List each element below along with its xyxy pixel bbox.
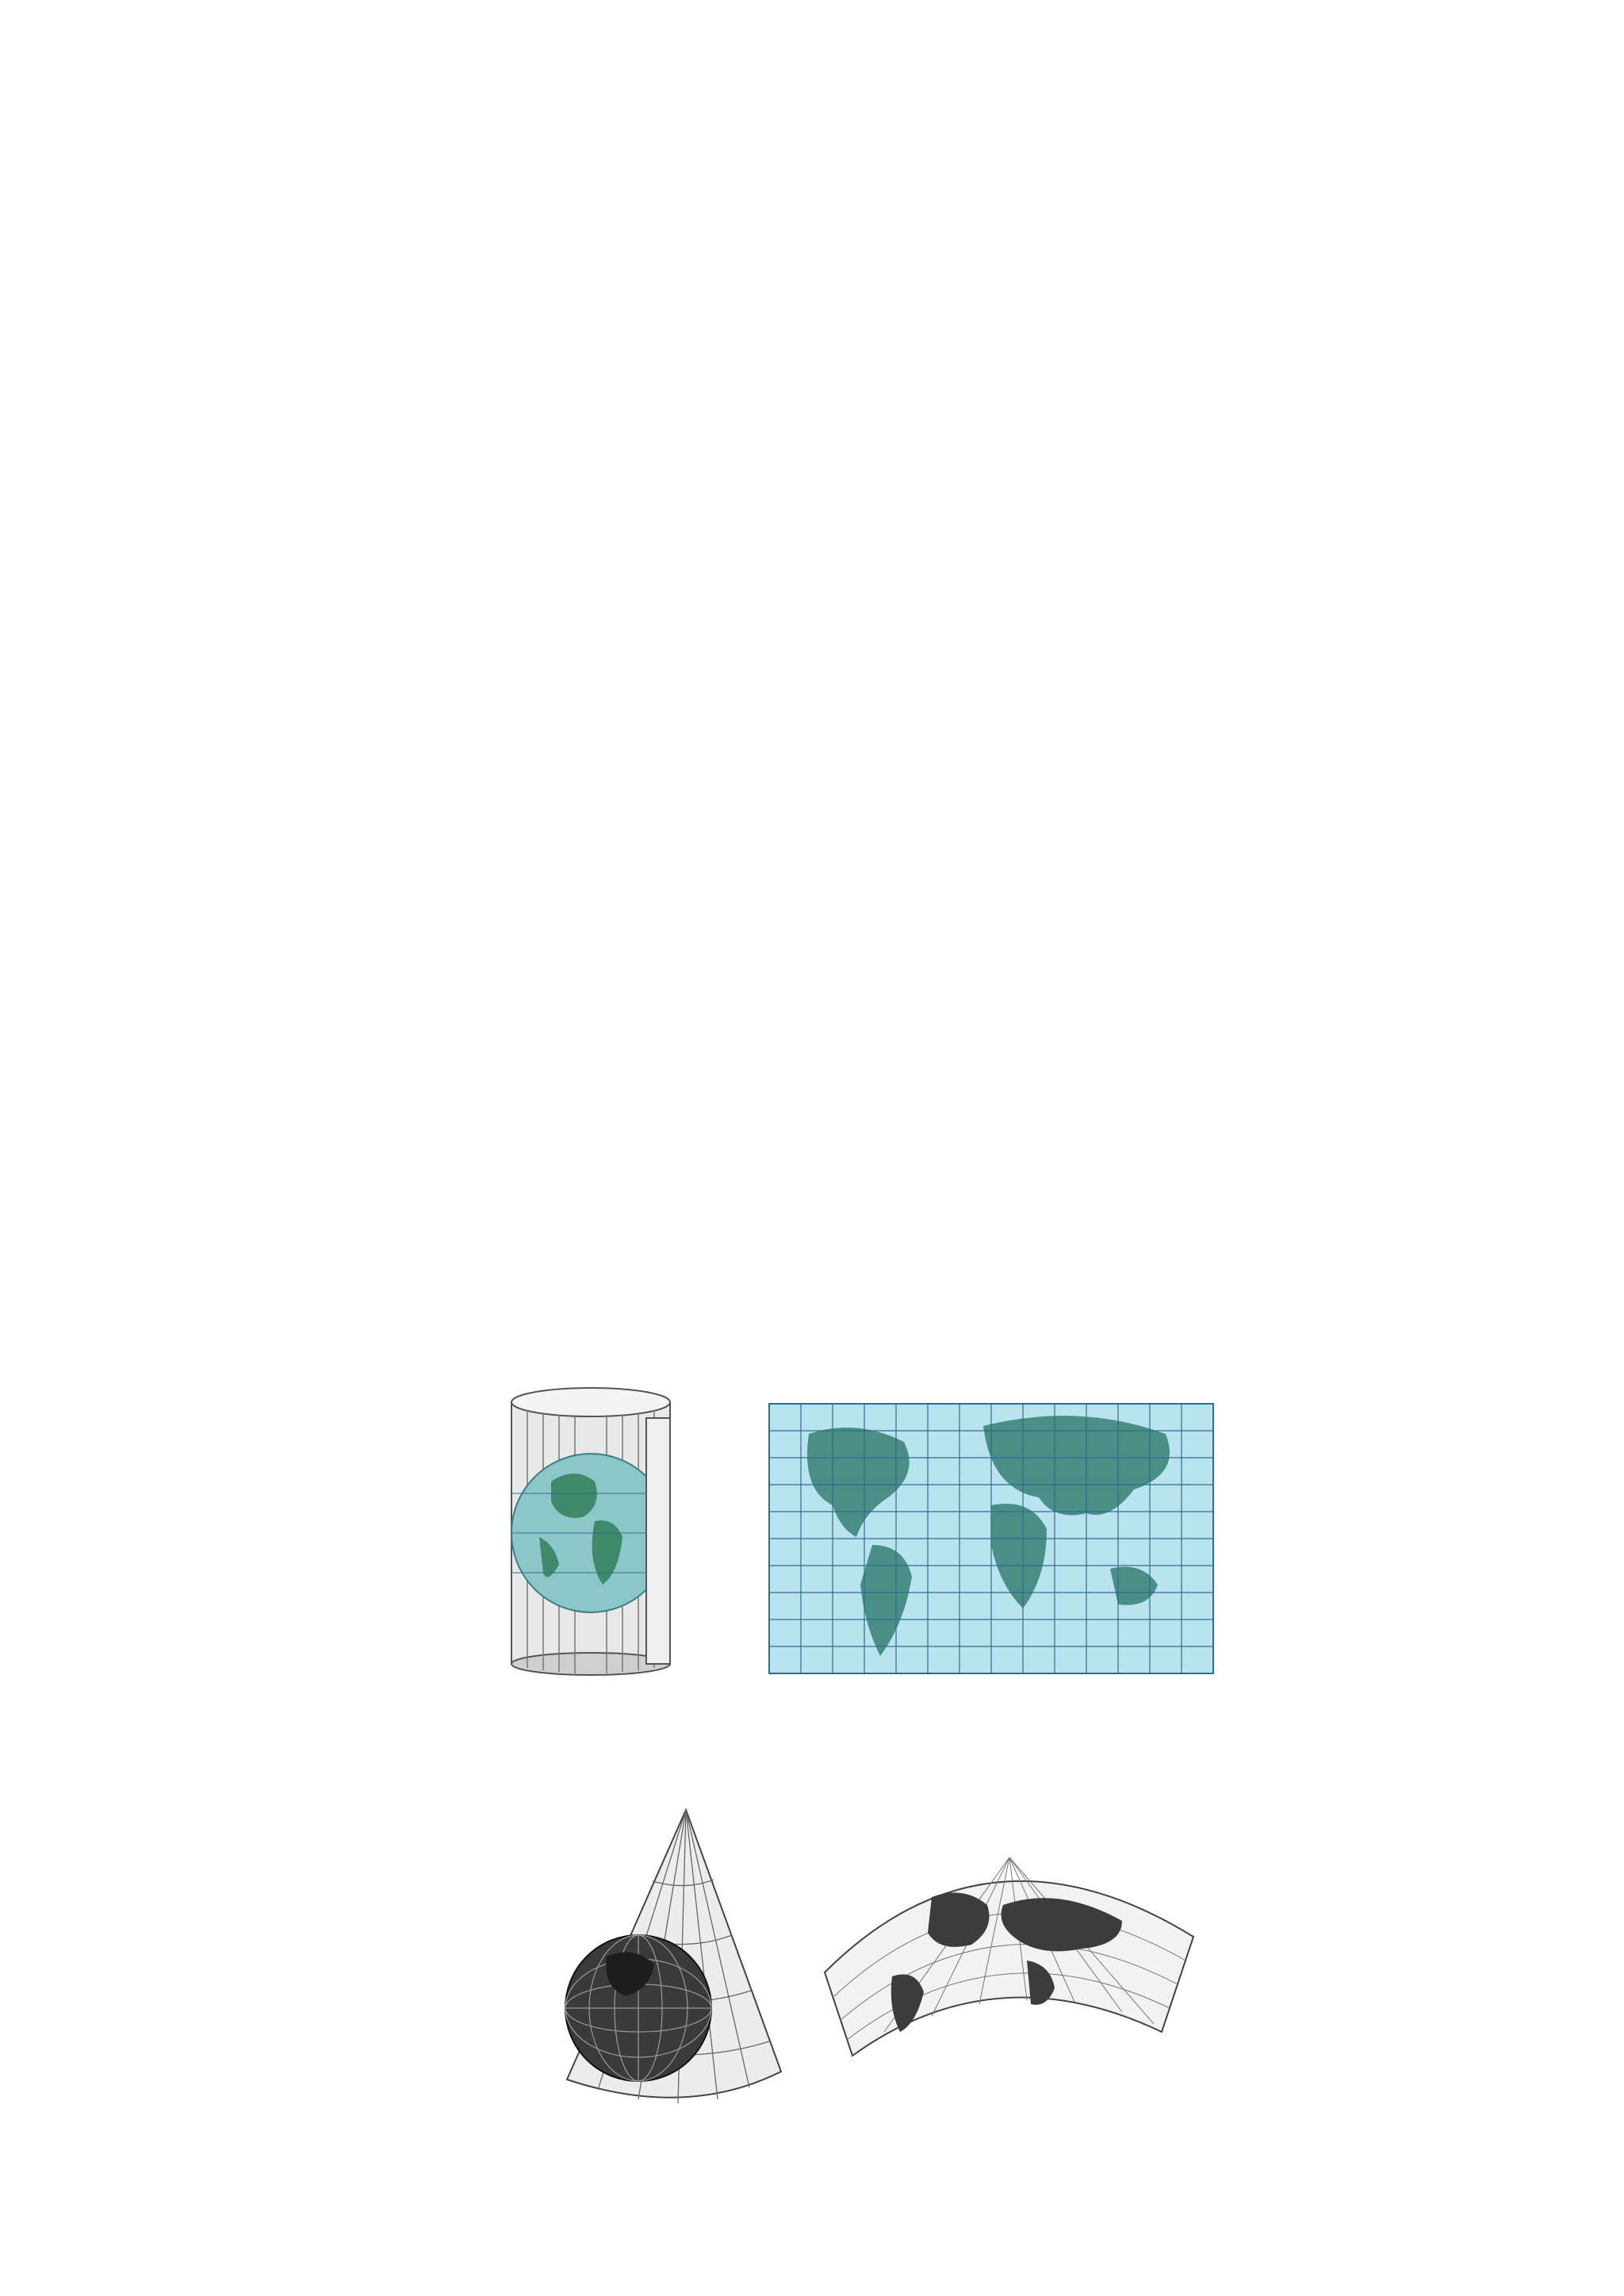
cylindrical-projection-illustration (476, 1386, 1221, 1680)
cylindrical-projection-figure (476, 1386, 1221, 1680)
cone-globe-drawing (565, 1810, 781, 2103)
cylindrical-flat-map (769, 1404, 1213, 1673)
conical-projection-illustration (519, 1794, 1201, 2111)
conical-flat-map (825, 1857, 1193, 2056)
cylinder-globe-drawing (511, 1388, 670, 1675)
conical-projection-figure (519, 1794, 1201, 2111)
